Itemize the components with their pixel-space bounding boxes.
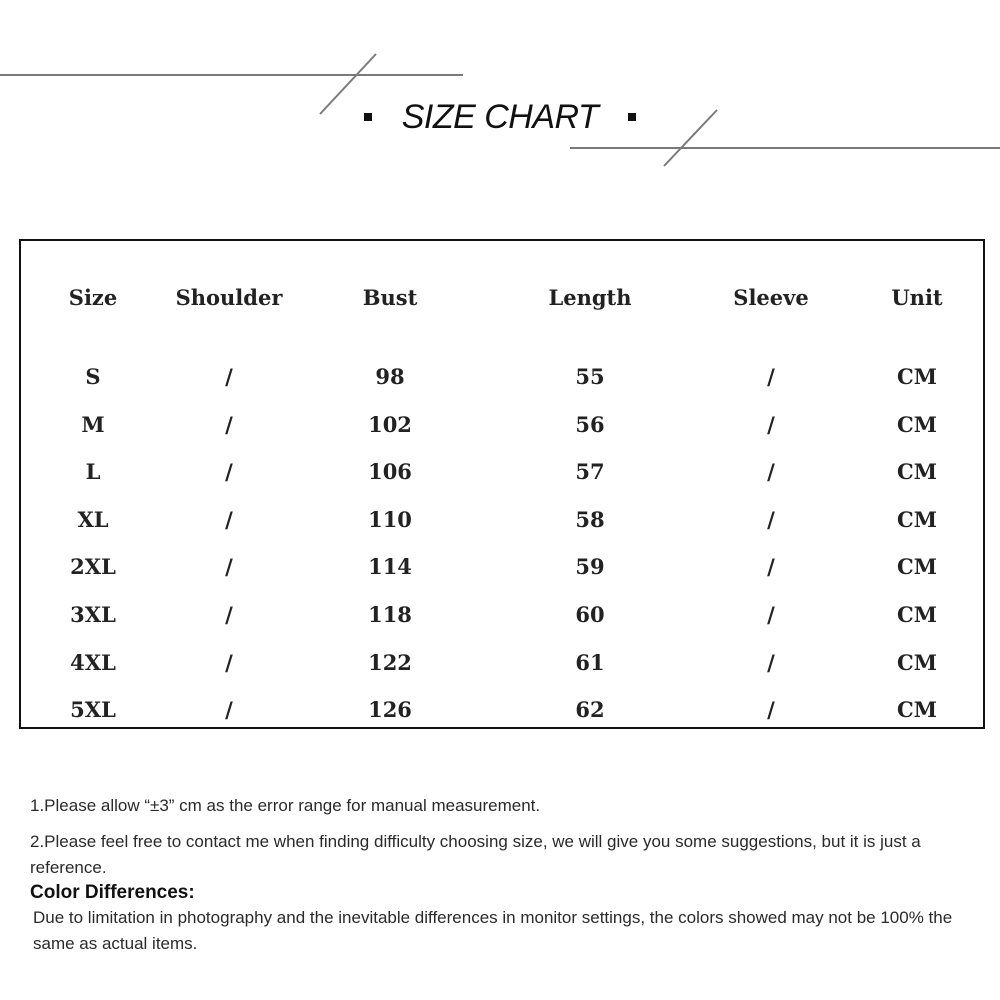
cell-size: S: [85, 364, 101, 389]
cell-shoulder: /: [225, 554, 233, 579]
cell-shoulder: /: [225, 412, 233, 437]
header-shoulder: Shoulder: [175, 285, 283, 310]
cell-sleeve: /: [767, 364, 775, 389]
color-differences-heading: Color Differences:: [30, 882, 195, 903]
cell-shoulder: /: [225, 697, 233, 722]
cell-unit: CM: [897, 507, 937, 532]
cell-unit: CM: [897, 650, 937, 675]
title-text: SIZE CHART: [401, 97, 599, 136]
cell-sleeve: /: [767, 650, 775, 675]
cell-bust: 110: [368, 507, 412, 532]
cell-bust: 114: [368, 554, 412, 579]
header-bust: Bust: [362, 285, 418, 310]
bullet-square-right: [628, 113, 636, 121]
bullet-square-left: [364, 113, 372, 121]
note-error-range: 1.Please allow “±3” cm as the error range for manual measurement.: [30, 796, 541, 815]
cell-sleeve: /: [767, 507, 775, 532]
header-size: Size: [68, 285, 118, 310]
size-table: [19, 239, 985, 729]
cell-shoulder: /: [225, 602, 233, 627]
cell-length: 56: [575, 412, 605, 437]
notes-section: [30, 793, 985, 957]
cell-length: 57: [575, 459, 605, 484]
cell-shoulder: /: [225, 364, 233, 389]
cell-shoulder: /: [225, 459, 233, 484]
cell-size: 3XL: [70, 602, 116, 627]
cell-sleeve: /: [767, 602, 775, 627]
cell-unit: CM: [897, 459, 937, 484]
color-differences-text: Due to limitation in photography and the inevitable differences in monitor settings, the colors showed may not be 100% the same as actual items.: [33, 908, 953, 953]
cell-shoulder: /: [225, 650, 233, 675]
cell-size: 2XL: [70, 554, 116, 579]
cell-length: 58: [575, 507, 605, 532]
cell-unit: CM: [897, 554, 937, 579]
cell-unit: CM: [897, 412, 937, 437]
cell-length: 61: [575, 650, 605, 675]
cell-length: 59: [575, 554, 605, 579]
cell-unit: CM: [897, 364, 937, 389]
cell-unit: CM: [897, 602, 937, 627]
cell-sleeve: /: [767, 697, 775, 722]
cell-bust: 98: [375, 364, 405, 389]
cell-shoulder: /: [225, 507, 233, 532]
header-sleeve: Sleeve: [733, 285, 809, 310]
cell-bust: 126: [368, 697, 412, 722]
cell-size: M: [81, 412, 105, 437]
cell-length: 60: [575, 602, 605, 627]
cell-length: 55: [575, 364, 605, 389]
size-chart-title: [300, 92, 700, 142]
cell-bust: 102: [368, 412, 412, 437]
cell-unit: CM: [897, 697, 937, 722]
cell-bust: 118: [368, 602, 412, 627]
note-contact: 2.Please feel free to contact me when finding difficulty choosing size, we will give you some suggestions, but it is just a reference.: [30, 832, 921, 877]
cell-bust: 122: [368, 650, 412, 675]
cell-size: 5XL: [70, 697, 116, 722]
cell-sleeve: /: [767, 554, 775, 579]
cell-sleeve: /: [767, 459, 775, 484]
header-length: Length: [548, 285, 632, 310]
cell-size: XL: [77, 507, 109, 532]
cell-size: L: [85, 459, 101, 484]
header-unit: Unit: [891, 285, 943, 310]
cell-bust: 106: [368, 459, 412, 484]
cell-size: 4XL: [70, 650, 116, 675]
cell-sleeve: /: [767, 412, 775, 437]
cell-length: 62: [575, 697, 605, 722]
